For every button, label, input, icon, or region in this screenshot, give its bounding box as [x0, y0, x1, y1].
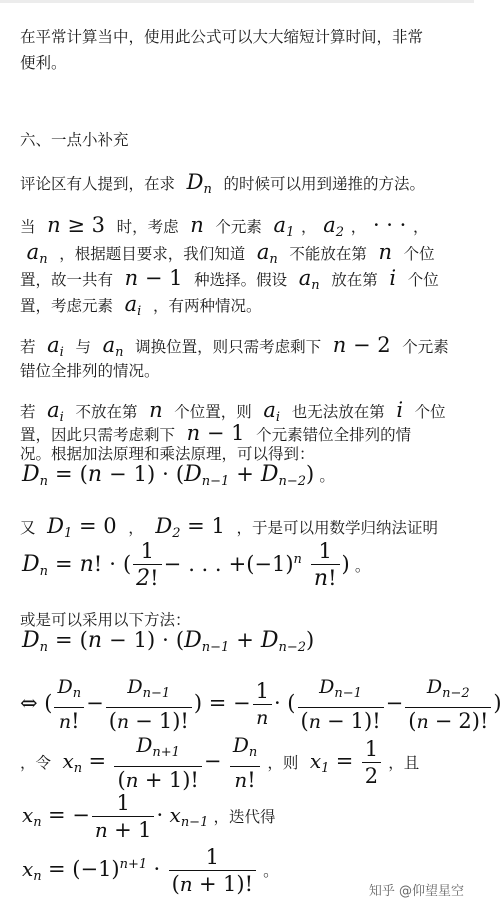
formula: $D_1 = 0$	[40, 514, 117, 541]
text: ，迭代得	[213, 808, 276, 826]
equation-closed-form: $D_n = n$! · ( $\frac{1}{2!}$ − . . . $+(-1)^n$ $\frac{1}{n!}$ ) 。	[22, 539, 371, 591]
formula: n ≥ 3	[40, 213, 106, 237]
text: 置，因此只需考虑剩下	[20, 426, 176, 444]
formula: $a_n$	[292, 266, 320, 293]
text: 个位	[407, 271, 439, 289]
section-heading: 六、一点小补充	[20, 131, 129, 149]
text: 当	[20, 218, 36, 236]
formula-dn: $D_n$	[179, 170, 212, 197]
formula: $a_i$	[40, 398, 64, 425]
text: 也无法放在第	[291, 403, 385, 421]
period: 。	[263, 862, 279, 880]
formula: $a_i$	[117, 292, 142, 319]
period: 。	[354, 557, 371, 575]
text: 放在第	[331, 271, 378, 289]
intro-line-2: 便利。	[20, 54, 67, 72]
formula: n − 1	[179, 421, 245, 445]
formula: $a_1$ ， $a_2$ ， · · · ，	[266, 213, 429, 240]
formula: $D_2 = 1$	[148, 514, 225, 541]
equation-recurrence-2: $D_n = (n - 1) \cdot (D_{n-1} + D_{n-2})$	[22, 628, 315, 655]
formula: i	[382, 266, 403, 290]
text: 又	[20, 519, 36, 537]
text: 若	[20, 338, 36, 356]
text: ，根据题目要求，我们知道	[59, 245, 246, 263]
equation-iterated: $x_n = (-1)^{n+1}$ · $\frac{1}{(n + 1)!}$ 。	[22, 845, 279, 896]
text: ，且	[388, 754, 420, 772]
text: 的时候可以用到递推的方法。	[223, 175, 425, 193]
text: ，	[128, 519, 144, 537]
text: 个位	[414, 403, 446, 421]
text: 个元素	[215, 218, 262, 236]
formula: n	[183, 213, 211, 237]
equation-recurrence-1: $D_n = (n - 1) \cdot (D_{n-1} + D_{n-2})$ 。	[22, 462, 335, 489]
paragraph-line: 况。根据加法原理和乘法原理，可以得到：	[20, 445, 315, 463]
paragraph-line: 或是可以采用以下方法：	[20, 611, 191, 629]
text: 不能放在第	[289, 245, 367, 263]
formula: n − 2	[326, 333, 391, 357]
period: 。	[319, 467, 335, 485]
text: ，有两种情况。	[152, 297, 262, 315]
text: 若	[20, 403, 36, 421]
text: ，令	[20, 754, 52, 772]
text: ，则	[267, 754, 299, 772]
formula: $a_i$	[40, 333, 64, 360]
text: 调换位置，则只需考虑剩下	[135, 338, 322, 356]
paragraph-line	[20, 292, 261, 324]
equation-equivalence: ⇔ ( $\frac{D_n}{n!}$ − $\frac{D_{n-1}}{(n - 1)!}$ ) = − $\frac{1}{n}$ · ( $\frac{D_{n-1}}{(n - 1)!}$ − $\frac{D_{n-2}}{(n - 2)!}$ )	[20, 676, 502, 733]
paragraph-line: 错位全排列的情况。	[20, 362, 160, 380]
text: 个元素错位全排列的情	[256, 426, 412, 444]
text: 不放在第	[75, 403, 138, 421]
text: 与	[75, 338, 91, 356]
text: 个位置，则	[174, 403, 252, 421]
formula: $a_n$	[250, 240, 278, 267]
text: 个位	[403, 245, 435, 263]
formula: n − 1	[117, 266, 183, 290]
text: 时，考虑	[116, 218, 179, 236]
equation-xn: $x_n$ = − $\frac{1}{n + 1}$ · $x_{n-1}$ ，迭代得	[22, 791, 276, 842]
intro-line-1: 在平常计算当中，使用此公式可以大大缩短计算时间，非常	[20, 28, 424, 46]
formula: $a_n$	[20, 240, 48, 267]
text: 种选择。假设	[194, 271, 288, 289]
formula: $a_n$	[95, 333, 124, 360]
formula: n	[371, 240, 399, 264]
formula: $a_i$	[256, 398, 281, 425]
formula: n	[142, 398, 170, 422]
formula: i	[389, 398, 410, 422]
text: 个元素	[402, 338, 449, 356]
text: 置，故一共有	[20, 271, 114, 289]
top-divider	[0, 0, 474, 3]
paragraph-recursion-intro	[20, 170, 425, 202]
text: 评论区有人提到，在求	[20, 175, 176, 193]
text: 置，考虑元素	[20, 297, 114, 315]
equation-substitution: ，令 $x_n$ = $\frac{D_{n+1}}{(n + 1)!}$ − $\frac{D_n}{n!}$ ，则 $x_1$ = $\frac{1}{2}$ ，且	[20, 733, 420, 792]
watermark: 知乎 @仰望星空	[368, 884, 464, 899]
text: ，于是可以用数学归纳法证明	[236, 519, 438, 537]
